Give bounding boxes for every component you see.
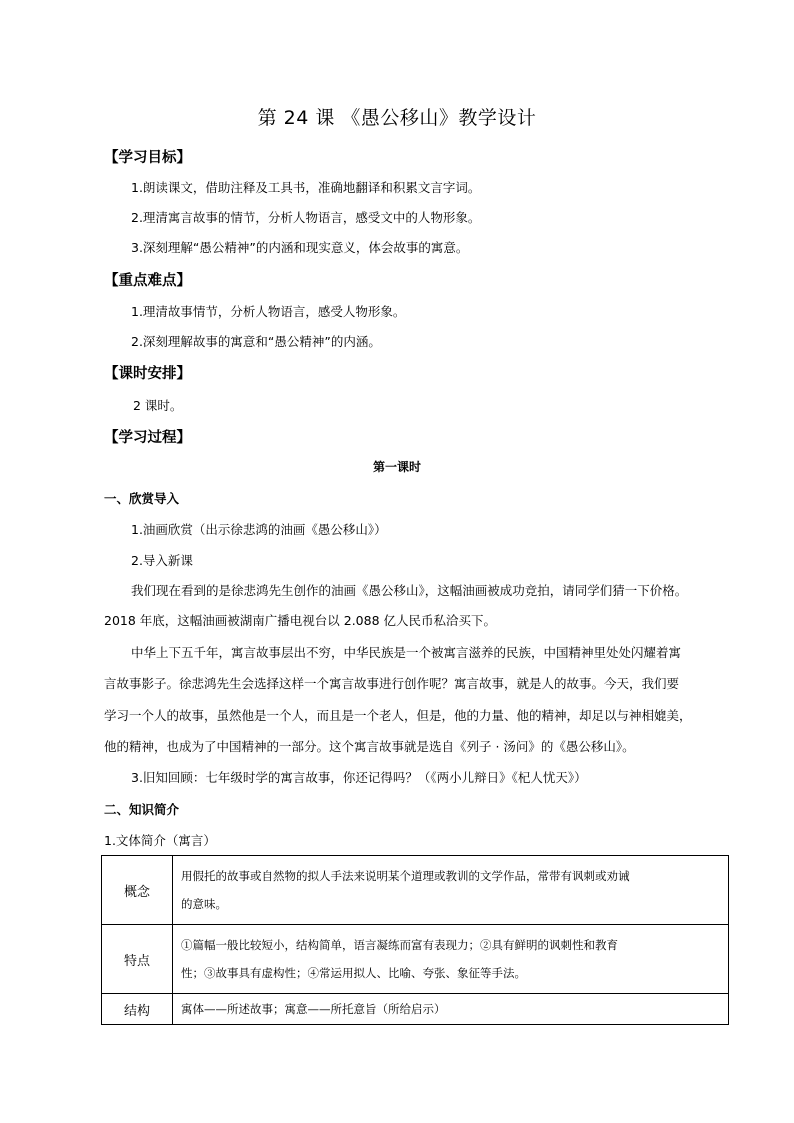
paragraph-line: 中华上下五千年，寓言故事层出不穷，中华民族是一个被寓言滋养的民族，中国精神里处处闪耀着寓 [131, 645, 682, 660]
table-row [102, 925, 729, 994]
table-value-cell [173, 994, 729, 1025]
objective-item: 3.深刻理解“愚公精神”的内涵和现实意义，体会故事的寓意。 [131, 240, 469, 255]
table-key-cell: 特点 [102, 925, 173, 994]
section1-item: 3.旧知回顾：七年级时学的寓言故事，你还记得吗？（《两小儿辩日》《杞人忧天》） [131, 770, 587, 785]
paragraph-line: 我们现在看到的是徐悲鸿先生创作的油画《愚公移山》，这幅油画被成功竞拍，请同学们猜一下价格。 [131, 583, 688, 598]
page-title: 第 24 课 《愚公移山》教学设计 [257, 107, 537, 129]
table-value-line: 寓体——所述故事；寓意——所托意旨（所给启示） [181, 1002, 446, 1016]
table-value-line: 性；③故事具有虚构性；④常运用拟人、比喻、夸张、象征等手法。 [181, 966, 526, 980]
section2-item: 1.文体简介（寓言） [104, 833, 216, 848]
section2-heading: 二、知识简介 [104, 802, 180, 817]
schedule-heading: 【课时安排】 [104, 366, 191, 382]
paragraph-line: 2018 年底，这幅油画被湖南广播电视台以 2.088 亿人民币私洽买下。 [104, 613, 497, 628]
paragraph-line: 言故事影子。徐悲鸿先生会选择这样一个寓言故事进行创作呢？寓言故事，就是人的故事。今天，我们要 [104, 676, 680, 691]
genre-table [101, 855, 729, 1025]
key-points-heading: 【重点难点】 [104, 273, 191, 289]
key-point-item: 2.深刻理解故事的寓意和“愚公精神”的内涵。 [131, 334, 381, 349]
section1-item: 1.油画欣赏（出示徐悲鸿的油画《愚公移山》） [131, 522, 387, 537]
section1-heading: 一、欣赏导入 [104, 491, 180, 506]
schedule-text: 2 课时。 [133, 398, 183, 413]
table-row [102, 856, 729, 925]
section1-item: 2.导入新课 [131, 553, 193, 568]
table-value-cell [173, 856, 729, 925]
paragraph-line: 他的精神，也成为了中国精神的一部分。这个寓言故事就是选自《列子 · 汤问》的《愚公移山》。 [104, 739, 635, 754]
table-key-cell: 结构 [102, 994, 173, 1025]
table-value-line: 用假托的故事或自然物的拟人手法来说明某个道理或教训的文学作品，常带有讽刺或劝诫 [181, 869, 630, 883]
table-value-line: 的意味。 [181, 897, 227, 911]
objectives-heading: 【学习目标】 [104, 150, 191, 166]
paragraph-line: 学习一个人的故事，虽然他是一个人，而且是一个老人，但是，他的力量、他的精神，却足以与神相媲美， [104, 708, 692, 723]
objective-item: 1.朗读课文，借助注释及工具书，准确地翻译和积累文言字词。 [131, 180, 481, 195]
table-key-cell: 概念 [102, 856, 173, 925]
table-row [102, 994, 729, 1025]
table-value-cell [173, 925, 729, 994]
process-heading: 【学习过程】 [104, 430, 191, 446]
objective-item: 2.理清寓言故事的情节，分析人物语言，感受文中的人物形象。 [131, 210, 481, 225]
key-point-item: 1.理清故事情节，分析人物语言，感受人物形象。 [131, 304, 406, 319]
table-value-line: ①篇幅一般比较短小，结构简单，语言凝练而富有表现力；②具有鲜明的讽刺性和教育 [181, 938, 618, 952]
lesson-title: 第一课时 [372, 460, 421, 474]
